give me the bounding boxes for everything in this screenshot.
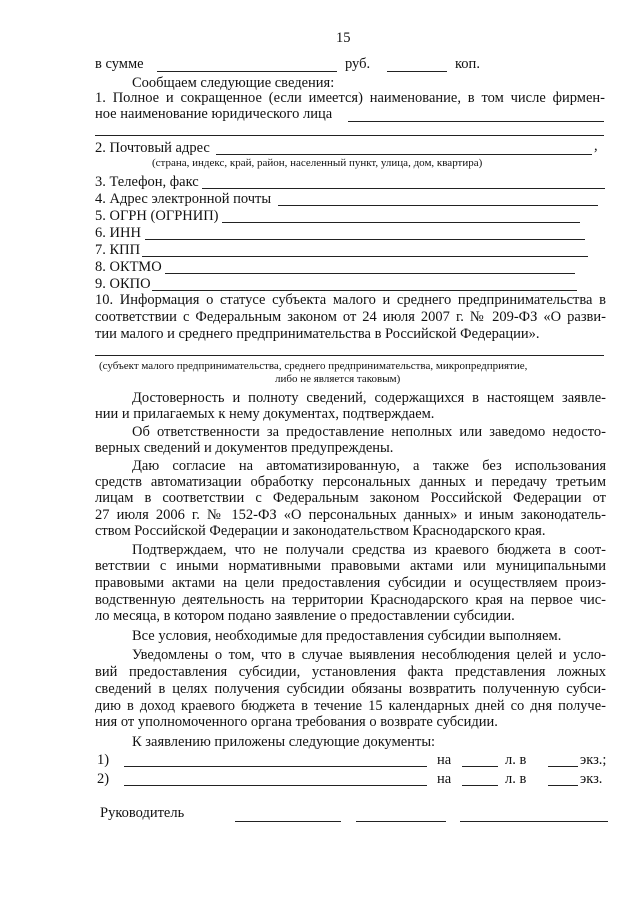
para3-line3: лицам в соответствии с Федеральным законом Российской Федерации от — [95, 490, 606, 506]
attachment-2-name-field[interactable] — [124, 785, 427, 786]
para2-line2: верных сведений и документов предупреждены. — [95, 440, 394, 456]
para3-line5: ством Российской Федерации и законодательством Краснодарского края. — [95, 523, 546, 539]
field10-line2: соответствии с Федеральным законом от 24 июля 2007 г. № 209-ФЗ «О разви- — [95, 309, 606, 325]
para4-line2: ветствии с иными нормативными правовыми актами или муниципальными — [95, 558, 606, 574]
postal-address-label: 2. Почтовый адрес — [95, 140, 210, 156]
phone-field[interactable] — [202, 188, 605, 189]
para3-line2: средств автоматизации обработку персональных данных и передачу третьим — [95, 474, 606, 490]
attachment-1-na: на — [437, 752, 452, 768]
okpo-label: 9. ОКПО — [95, 276, 151, 292]
sum-kop-label: коп. — [455, 56, 480, 72]
para6-line2: вий предоставления субсидии, установления факта представления ложных — [95, 664, 606, 680]
intro-text: Сообщаем следующие сведения: — [132, 75, 335, 91]
attachment-2-na: на — [437, 771, 452, 787]
email-field[interactable] — [278, 205, 598, 206]
inn-field[interactable] — [145, 239, 585, 240]
para1-line2: нии и прилагаемых к нему документах, подтверждаем. — [95, 406, 435, 422]
ogrn-label: 5. ОГРН (ОГРНИП) — [95, 208, 219, 224]
attachment-2-pages-field[interactable] — [462, 785, 498, 786]
status-hint-line1: (субъект малого предпринимательства, среднего предпринимательства, микропредприятие, — [99, 360, 528, 372]
page-number: 15 — [336, 30, 351, 46]
oktmo-label: 8. ОКТМО — [95, 259, 162, 275]
field10-line1: 10. Информация о статусе субъекта малого и среднего предпринимательства в — [95, 292, 606, 308]
okpo-field[interactable] — [152, 290, 577, 291]
legal-name-field[interactable] — [348, 121, 604, 122]
attachment-1-name-field[interactable] — [124, 766, 427, 767]
attachment-1-pages-label: л. в — [505, 752, 527, 768]
sme-status-field[interactable] — [95, 355, 604, 356]
attachments-intro: К заявлению приложены следующие документы: — [132, 734, 436, 750]
field1-line2: ное наименование юридического лица — [95, 106, 333, 122]
para6-line4: дию в доход краевого бюджета в течение 15 календарных дней со дня получе- — [95, 698, 606, 714]
email-label: 4. Адрес электронной почты — [95, 191, 272, 207]
signature-position-field[interactable] — [235, 821, 341, 822]
kpp-label: 7. КПП — [95, 242, 141, 258]
field1-line1: 1. Полное и сокращенное (если имеется) наименование, в том числе фирмен- — [95, 90, 605, 106]
para3-line1: Даю согласие на автоматизированную, а также без использования — [132, 458, 606, 474]
attachment-2-copies-field[interactable] — [548, 785, 578, 786]
signature-name-field[interactable] — [460, 821, 608, 822]
attachment-1-copies-field[interactable] — [548, 766, 578, 767]
para4-line1: Подтверждаем, что не получали средства из краевого бюджета в соот- — [132, 542, 606, 558]
status-hint-line2: либо не является таковым) — [275, 373, 401, 385]
para4-line5: ло месяца, в котором подано заявление о предоставлении субсидии. — [95, 608, 515, 624]
attachment-1-pages-field[interactable] — [462, 766, 498, 767]
attachment-1-number: 1) — [97, 752, 110, 768]
para3-line4: 27 июля 2006 г. № 152-ФЗ «О персональных данных» и иным законодатель- — [95, 507, 606, 523]
attachment-2-number: 2) — [97, 771, 110, 787]
para4-line3: правовыми актами на цели предоставления субсидии и осуществляем произ- — [95, 575, 606, 591]
phone-label: 3. Телефон, факс — [95, 174, 199, 190]
sum-rub-label: руб. — [345, 56, 371, 72]
signature-label: Руководитель — [100, 805, 185, 821]
kpp-field[interactable] — [142, 256, 588, 257]
sum-rub-field[interactable] — [157, 71, 337, 72]
para4-line4: водственную деятельность на территории Краснодарского края на первое чис- — [95, 592, 606, 608]
field10-line3: тии малого и среднего предпринимательства в Российской Федерации». — [95, 326, 540, 342]
postal-address-field[interactable] — [216, 154, 592, 155]
sum-kop-field[interactable] — [387, 71, 447, 72]
para2-line1: Об ответственности за предоставление неполных или заведомо недосто- — [132, 424, 606, 440]
para6-line3: сведений в целях получения субсидии обязаны возвратить полученную субси- — [95, 681, 606, 697]
attachment-2-pages-label: л. в — [505, 771, 527, 787]
attachment-2-copies-label: экз. — [580, 771, 603, 787]
oktmo-field[interactable] — [165, 273, 575, 274]
para6-line1: Уведомлены о том, что в случае выявления несоблюдения целей и усло- — [132, 647, 606, 663]
para6-line5: ния от уполномоченного органа требования о возврате субсидии. — [95, 714, 498, 730]
legal-name-field-extra[interactable] — [95, 135, 604, 136]
para1-line1: Достоверность и полноту сведений, содержащихся в настоящем заявле- — [132, 390, 606, 406]
signature-sign-field[interactable] — [356, 821, 446, 822]
sum-label: в сумме — [95, 56, 144, 72]
attachment-1-copies-label: экз.; — [580, 752, 607, 768]
ogrn-field[interactable] — [222, 222, 580, 223]
para5-line1: Все условия, необходимые для предоставления субсидии выполняем. — [132, 628, 562, 644]
inn-label: 6. ИНН — [95, 225, 141, 241]
postal-address-comma: , — [594, 138, 598, 154]
postal-address-hint: (страна, индекс, край, район, населенный пункт, улица, дом, квартира) — [152, 157, 483, 169]
